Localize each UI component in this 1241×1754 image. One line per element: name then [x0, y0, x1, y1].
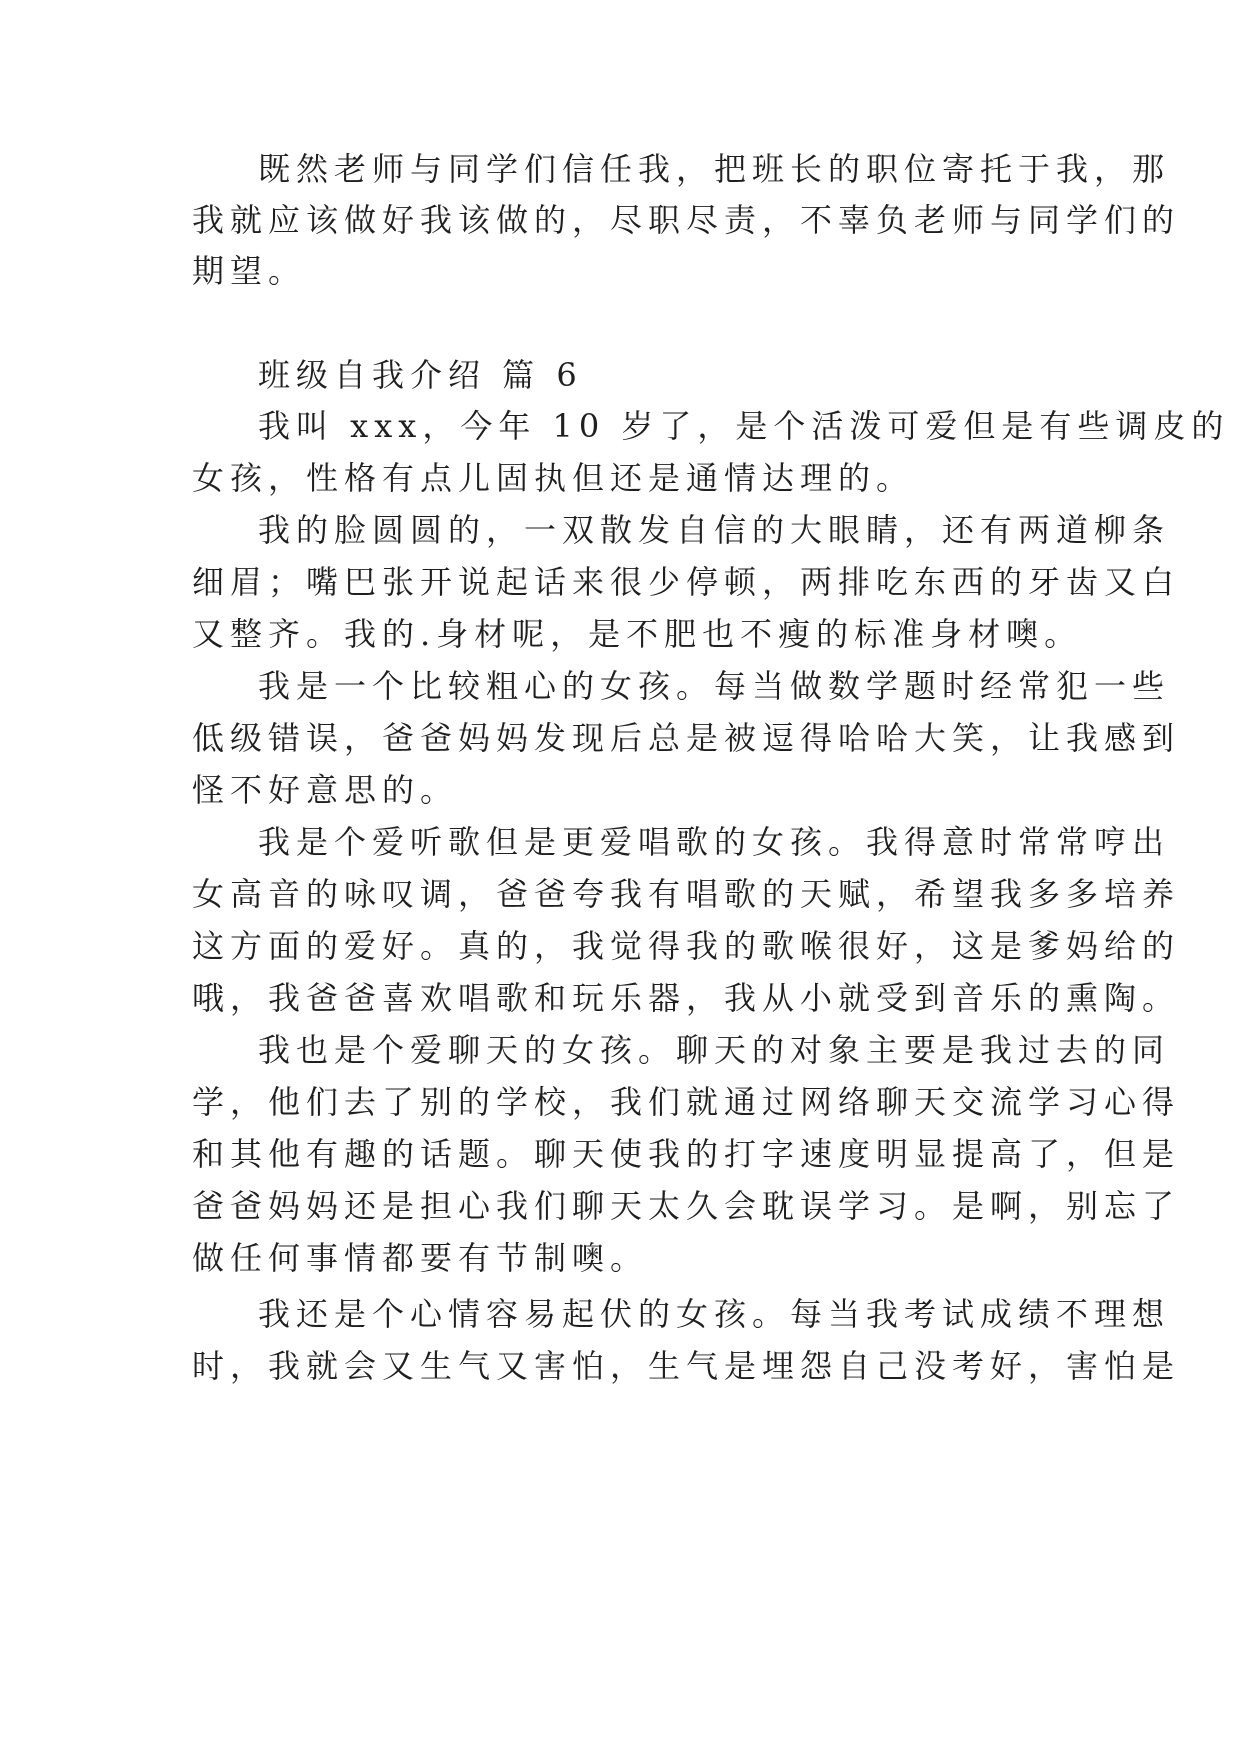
- paragraph-line: 我还是个心情容易起伏的女孩。每当我考试成绩不理想: [258, 1295, 1171, 1333]
- paragraph-line: 女高音的咏叹调，爸爸夸我有唱歌的天赋，希望我多多培养: [192, 875, 1181, 913]
- paragraph-line: 我也是个爱聊天的女孩。聊天的对象主要是我过去的同: [258, 1031, 1171, 1069]
- paragraph-line: 和其他有趣的话题。聊天使我的打字速度明显提高了，但是: [192, 1135, 1181, 1173]
- paragraph-line: 既然老师与同学们信任我，把班长的职位寄托于我，那: [258, 150, 1171, 188]
- paragraph-line: 我是个爱听歌但是更爱唱歌的女孩。我得意时常常哼出: [258, 823, 1171, 861]
- paragraph-line: 低级错误，爸爸妈妈发现后总是被逗得哈哈大笑，让我感到: [192, 719, 1181, 757]
- paragraph-line: 我是一个比较粗心的女孩。每当做数学题时经常犯一些: [258, 667, 1171, 705]
- paragraph-line: 时，我就会又生气又害怕，生气是埋怨自己没考好，害怕是: [192, 1347, 1181, 1385]
- paragraph-line: 女孩，性格有点儿固执但还是通情达理的。: [192, 459, 915, 497]
- paragraph-line: 细眉；嘴巴张开说起话来很少停顿，两排吃东西的牙齿又白: [192, 563, 1181, 601]
- paragraph-line: 我叫 xxx，今年 10 岁了，是个活泼可爱但是有些调皮的: [258, 407, 1230, 445]
- paragraph-line: 期望。: [192, 252, 307, 290]
- section-heading: 班级自我介绍 篇 6: [258, 356, 583, 394]
- paragraph-line: 这方面的爱好。真的，我觉得我的歌喉很好，这是爹妈给的: [192, 927, 1181, 965]
- paragraph-line: 爸爸妈妈还是担心我们聊天太久会耽误学习。是啊，别忘了: [192, 1187, 1181, 1225]
- paragraph-line: 哦，我爸爸喜欢唱歌和玩乐器，我从小就受到音乐的熏陶。: [192, 979, 1181, 1017]
- paragraph-line: 我的脸圆圆的，一双散发自信的大眼睛，还有两道柳条: [258, 511, 1171, 549]
- paragraph-line: 做任何事情都要有节制噢。: [192, 1239, 649, 1277]
- paragraph-line: 又整齐。我的.身材呢，是不肥也不瘦的标准身材噢。: [192, 615, 1083, 653]
- paragraph-line: 我就应该做好我该做的，尽职尽责，不辜负老师与同学们的: [192, 201, 1181, 239]
- paragraph-line: 怪不好意思的。: [192, 771, 459, 809]
- paragraph-line: 学，他们去了别的学校，我们就通过网络聊天交流学习心得: [192, 1083, 1181, 1121]
